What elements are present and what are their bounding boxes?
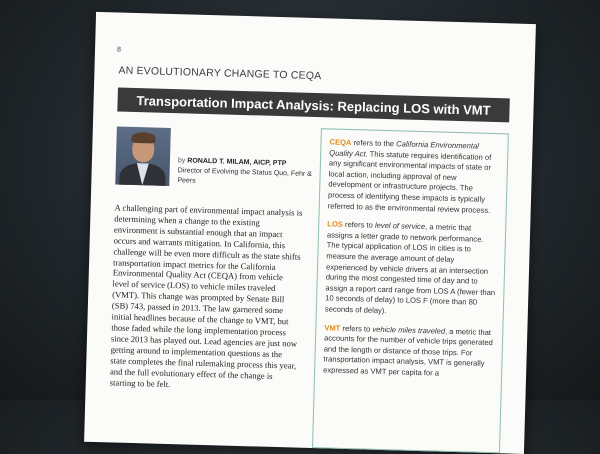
definition-full-name: California Environmental Quality Act <box>329 139 480 159</box>
definition-text: , a metric that accounts for the number of vehicle trips generated and the length or distance of those trips. For transportation impact analysis, VMT is generally expressed as VMT per capita for a <box>323 326 493 378</box>
article-title <box>117 87 510 122</box>
definition-term: CEQA <box>329 137 352 148</box>
article-body: A challenging part of environmental impact analysis is determining when a change to the existing environment is substantial enough that an impact occurs and warrants mitigation. In California, this challenge will be even more difficult as the state shifts transportation impact metrics for the California Environmental Quality Act (CEQA) from vehicle level of service (LOS) to vehicle miles traveled (VMT). This change was prompted by Senate Bill (SB) 743, passed in 2013. The law garnered some initial headlines because of the change to VMT, but those faded while the long implementation process since 2013 has played out. Lead agencies are just now getting around to implementation questions as the state completes the final rulemaking process this year, and the full evolutionary effect of the change is starting to be felt. <box>109 202 303 389</box>
author-role: Director of Evolving the Status Quo, Fehr & Peers <box>177 167 312 185</box>
document-page <box>84 12 536 454</box>
author-byline <box>177 156 318 190</box>
definition-refers: refers to the <box>351 138 397 149</box>
definition-refers: refers to <box>340 323 373 334</box>
author-photo <box>115 126 171 185</box>
page-number: 8 <box>116 46 122 54</box>
definitions-sidebar <box>312 128 509 453</box>
article-title-text: Transportation Impact Analysis: Replacing LOS with VMT <box>136 92 491 118</box>
definition-term: LOS <box>327 219 343 229</box>
author-photo-hair <box>131 132 155 144</box>
definition-los <box>325 220 498 320</box>
definition-full-name: vehicle miles traveled <box>372 324 446 336</box>
definition-vmt <box>323 323 494 381</box>
definition-refers: refers to <box>342 219 376 230</box>
definition-text: , a metric that assigns a letter grade to network performance. The typical application of LOS in cities is to measure the average amount of delay experienced by vehicle drivers at an intersection during the most congested time of day and to assign a report card range from LOS A (fewer than 10 seconds of delay) to LOS F (more than 80 seconds of delay). <box>324 222 496 315</box>
author-name: RONALD T. MILAM, AICP, PTP <box>187 157 287 168</box>
byline-by: by <box>177 157 186 165</box>
definition-term: VMT <box>324 322 341 333</box>
definition-full-name: level of service <box>374 220 426 232</box>
definition-ceqa <box>328 137 500 216</box>
definition-text: . This statute requires identification of any significant environmental impacts of state or local action, including approval of new development or infrastructure projects. The process of identifying these impacts is typically referred to as the environmental review process. <box>327 149 492 215</box>
series-title: AN EVOLUTIONARY CHANGE TO CEQA <box>118 64 322 83</box>
